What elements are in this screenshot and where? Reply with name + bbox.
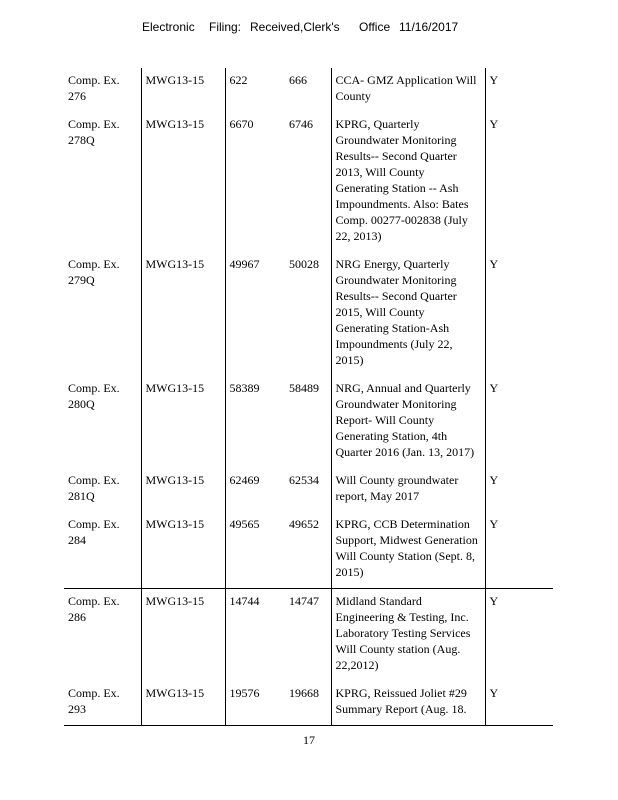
bates-start-cell: 19576 <box>225 681 285 726</box>
bates-end-cell: 50028 <box>285 252 331 376</box>
flag-cell: Y <box>485 68 553 112</box>
bates-prefix-cell: MWG13-15 <box>141 376 225 468</box>
description-cell: NRG Energy, Quarterly Groundwater Monitoring Results-- Second Quarter 2015, Will County Generating Station-Ash Impoundments (July 22, 2015) <box>331 252 485 376</box>
bates-prefix-cell: MWG13-15 <box>141 468 225 512</box>
bates-end-cell: 6746 <box>285 112 331 252</box>
table-row <box>64 252 553 376</box>
exhibit-cell: Comp. Ex. 280Q <box>64 376 141 468</box>
table-row <box>64 376 553 468</box>
table-row <box>64 68 553 112</box>
bates-end-cell: 49652 <box>285 512 331 589</box>
table-row <box>64 512 553 589</box>
header-word-electronic: Electronic <box>142 20 195 34</box>
bates-start-cell: 58389 <box>225 376 285 468</box>
description-cell: KPRG, CCB Determination Support, Midwest Generation Will County Station (Sept. 8, 2015) <box>331 512 485 589</box>
flag-cell: Y <box>485 681 553 726</box>
exhibit-cell: Comp. Ex. 284 <box>64 512 141 589</box>
bates-end-cell: 62534 <box>285 468 331 512</box>
exhibit-table <box>64 68 553 726</box>
bates-end-cell: 666 <box>285 68 331 112</box>
flag-cell: Y <box>485 376 553 468</box>
bates-end-cell: 19668 <box>285 681 331 726</box>
table-row <box>64 112 553 252</box>
bates-start-cell: 62469 <box>225 468 285 512</box>
header-date: 11/16/2017 <box>399 20 459 34</box>
bates-start-cell: 14744 <box>225 589 285 682</box>
bates-prefix-cell: MWG13-15 <box>141 512 225 589</box>
exhibit-cell: Comp. Ex. 293 <box>64 681 141 726</box>
page-number: 17 <box>303 733 315 747</box>
description-cell: CCA- GMZ Application Will County <box>331 68 485 112</box>
exhibit-cell: Comp. Ex. 279Q <box>64 252 141 376</box>
header-word-office: Office <box>359 20 391 34</box>
table-row <box>64 589 553 682</box>
bates-start-cell: 49967 <box>225 252 285 376</box>
bates-prefix-cell: MWG13-15 <box>141 681 225 726</box>
flag-cell: Y <box>485 589 553 682</box>
bates-start-cell: 622 <box>225 68 285 112</box>
flag-cell: Y <box>485 112 553 252</box>
bates-start-cell: 6670 <box>225 112 285 252</box>
table-row <box>64 468 553 512</box>
description-cell: Midland Standard Engineering & Testing, Inc. Laboratory Testing Services Will County station (Aug. 22,2012) <box>331 589 485 682</box>
exhibit-cell: Comp. Ex. 286 <box>64 589 141 682</box>
description-cell: NRG, Annual and Quarterly Groundwater Monitoring Report- Will County Generating Station, 4th Quarter 2016 (Jan. 13, 2017) <box>331 376 485 468</box>
bates-prefix-cell: MWG13-15 <box>141 112 225 252</box>
flag-cell: Y <box>485 468 553 512</box>
description-cell: KPRG, Reissued Joliet #29 Summary Report (Aug. 18. <box>331 681 485 726</box>
bates-prefix-cell: MWG13-15 <box>141 252 225 376</box>
bates-end-cell: 14747 <box>285 589 331 682</box>
header-word-received: Received,Clerk's <box>250 20 340 34</box>
bates-start-cell: 49565 <box>225 512 285 589</box>
table-row <box>64 681 553 726</box>
exhibit-cell: Comp. Ex. 278Q <box>64 112 141 252</box>
bates-prefix-cell: MWG13-15 <box>141 589 225 682</box>
description-cell: Will County groundwater report, May 2017 <box>331 468 485 512</box>
exhibit-cell: Comp. Ex. 276 <box>64 68 141 112</box>
bates-prefix-cell: MWG13-15 <box>141 68 225 112</box>
header-word-filing: Filing: <box>209 20 242 34</box>
bates-end-cell: 58489 <box>285 376 331 468</box>
flag-cell: Y <box>485 252 553 376</box>
flag-cell: Y <box>485 512 553 589</box>
description-cell: KPRG, Quarterly Groundwater Monitoring Results-- Second Quarter 2013, Will County Generating Station -- Ash Impoundments. Also: Bates Comp. 00277-002838 (July 22, 2013) <box>331 112 485 252</box>
exhibit-cell: Comp. Ex. 281Q <box>64 468 141 512</box>
